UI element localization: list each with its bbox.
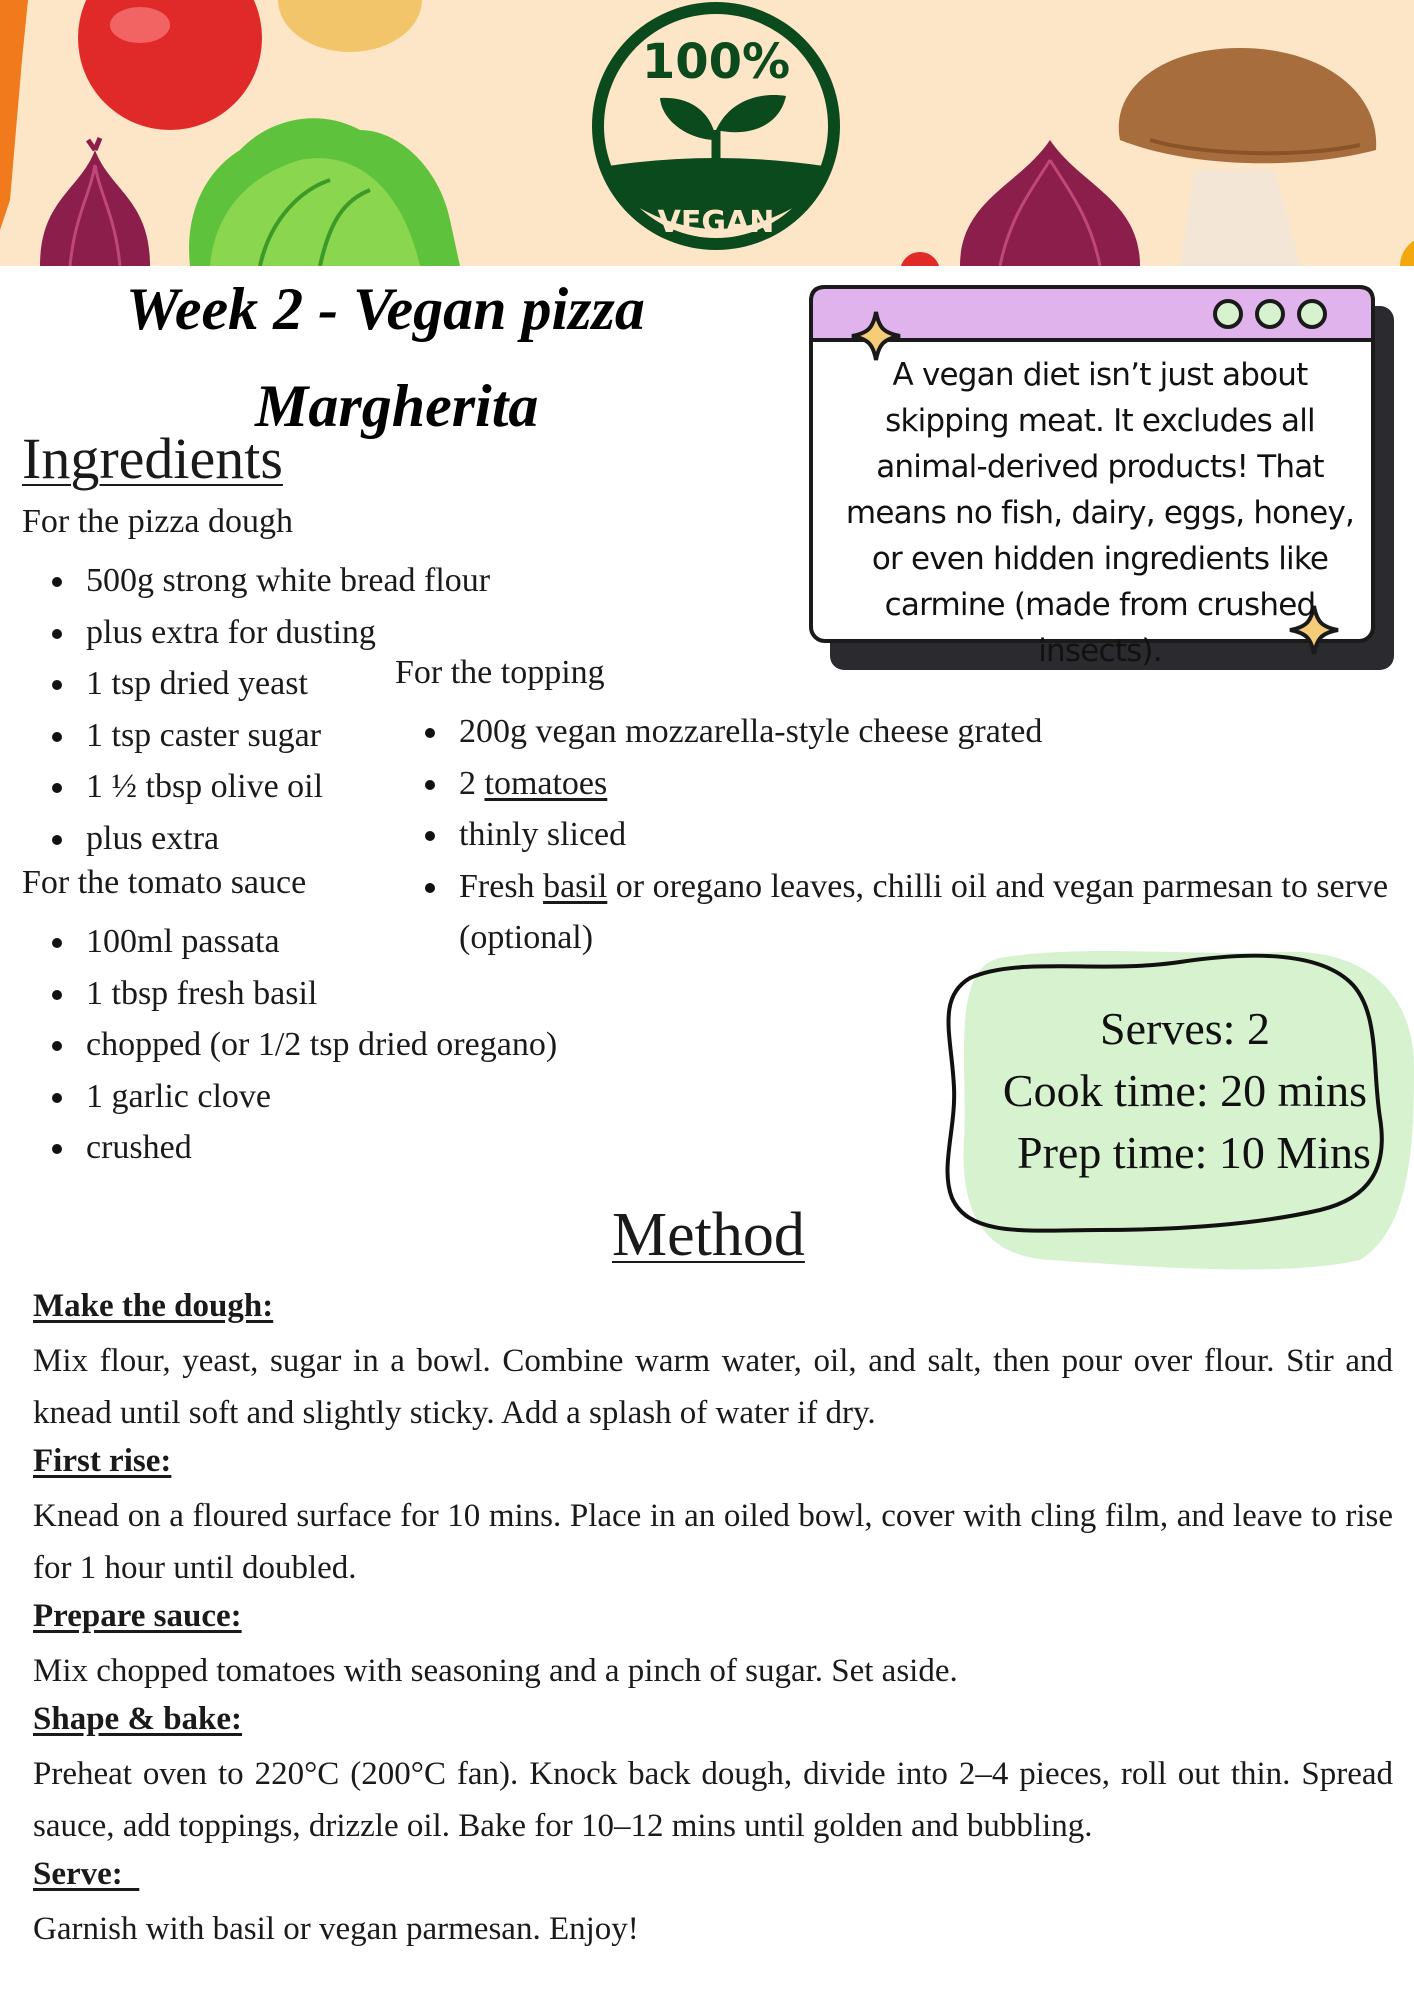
step-title: Make the dough: [33,1288,274,1324]
onion-icon [40,138,150,266]
step-text: Mix flour, yeast, sugar in a bowl. Combine warm water, oil, and salt, then pour over flour. Stir and knead until soft and slightly sticky. Add a splash of water if dry. [33,1343,1393,1431]
item-text: Fresh [459,867,544,905]
mushroom-icon [1119,48,1376,266]
dough-heading: For the pizza dough [22,503,293,540]
ingredients-heading: Ingredients [22,426,283,491]
item-text: or oregano leaves, chilli oil and vegan parmesan to serve (optional) [459,867,1389,956]
list-item: chopped (or 1/2 tsp dried oregano) [22,1019,557,1071]
badge-label: VEGAN [657,205,775,240]
potato-icon [278,0,422,52]
list-item: crushed [22,1122,557,1174]
list-item: thinly sliced [395,809,1395,861]
list-item: plus extra for dusting [22,607,490,659]
vegan-fact-text: A vegan diet isn’t just about skipping meat. It excludes all animal-derived products! That means no fish, dairy, eggs, honey, or even hidden ingredients like carmine (made from crushed insects). [845,357,1355,669]
list-item: 500g strong white bread flour [22,555,490,607]
list-item: plus extra [22,813,490,865]
page-title-line1: Week 2 - Vegan pizza [126,276,645,342]
basil-link[interactable]: basil [543,867,608,905]
badge-percent: 100% [641,34,791,90]
method-heading: Method [612,1201,805,1269]
banner-illustration [0,0,1414,266]
list-item [395,758,1395,810]
vegetable-banner [0,0,1414,266]
list-item: 1 tsp dried yeast [22,658,490,710]
list-item: 1 garlic clove [22,1071,557,1123]
prep-time-text: Prep time: 10 Mins [1017,1127,1371,1178]
item-text: 2 [459,764,485,802]
step-text: Knead on a floured surface for 10 mins. Place in an oiled bowl, cover with cling film, and leave to rise for 1 hour until doubled. [33,1498,1393,1586]
list-item: 1 tsp caster sugar [22,710,490,762]
step-title: Serve: [33,1856,140,1892]
topping-heading: For the topping [395,654,605,691]
tomatoes-link[interactable]: tomatoes [484,764,608,802]
onion-icon [960,140,1140,266]
window-dots-icon [1215,301,1325,327]
lemon-icon [1400,236,1414,266]
step-title: Prepare sauce: [33,1598,242,1634]
step-title: First rise: [33,1443,172,1479]
lettuce-icon [189,118,460,266]
topping-list [395,706,1395,964]
step-text: Mix chopped tomatoes with seasoning and a pinch of sugar. Set aside. [33,1653,958,1689]
vegan-badge [592,2,840,250]
step-text: Garnish with basil or vegan parmesan. Enjoy! [33,1911,639,1947]
list-item: 100ml passata [22,916,557,968]
step-text: Preheat oven to 220°C (200°C fan). Knock back dough, divide into 2–4 pieces, roll out thin. Spread sauce, add toppings, drizzle oil. Bake for 10–12 mins until golden and bubbling. [33,1756,1393,1844]
tomato-icon [78,0,262,130]
list-item: 1 tbsp fresh basil [22,968,557,1020]
recipe-info [960,998,1410,1184]
cook-time-text: Cook time: 20 mins [1002,1065,1368,1116]
carrot-icon [0,0,28,230]
list-item: 200g vegan mozzarella-style cheese grated [395,706,1395,758]
serves-text: Serves: 2 [1100,1003,1270,1054]
step-title: Shape & bake: [33,1701,243,1737]
list-item: 1 ½ tbsp olive oil [22,761,490,813]
page-title-line2: Margherita [255,373,539,439]
sauce-heading: For the tomato sauce [22,864,307,901]
cherry-tomato-icon [900,252,940,266]
